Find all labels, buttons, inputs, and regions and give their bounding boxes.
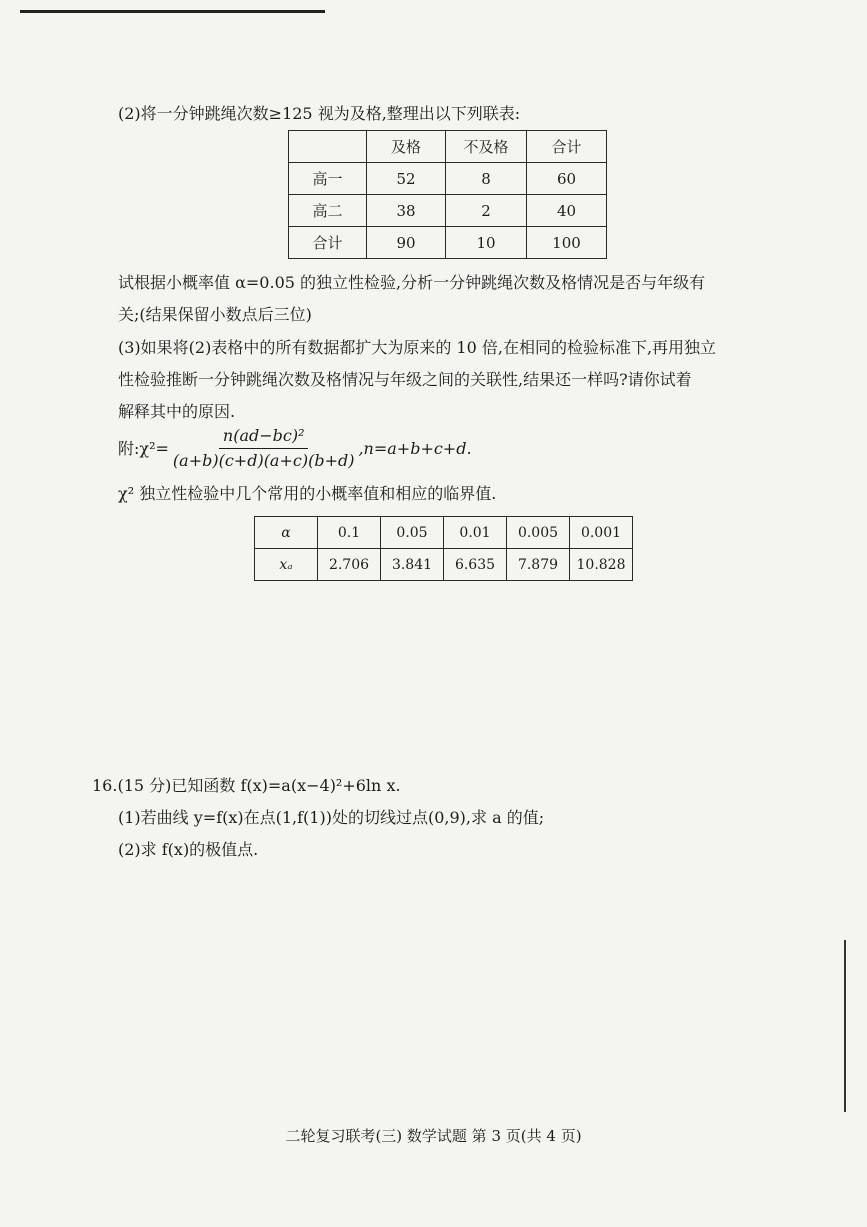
table-cell: 3.841 xyxy=(381,549,444,581)
formula-denominator: (a+b)(c+d)(a+c)(b+d) xyxy=(172,451,355,470)
table-cell: 不及格 xyxy=(446,131,527,163)
table-cell: 10.828 xyxy=(570,549,633,581)
table-cell: 合计 xyxy=(527,131,607,163)
table-cell: 合计 xyxy=(289,227,367,259)
table-cell: 10 xyxy=(446,227,527,259)
q15-part2-task-line2: 关;(结果保留小数点后三位) xyxy=(118,305,312,324)
table-row xyxy=(255,549,633,581)
table-cell: 及格 xyxy=(367,131,446,163)
top-rule xyxy=(20,10,325,13)
table-cell: 38 xyxy=(367,195,446,227)
table-cell: 高二 xyxy=(289,195,367,227)
q16-part1: (1)若曲线 y=f(x)在点(1,f(1))处的切线过点(0,9),求 a 的值; xyxy=(118,808,545,827)
table-cell: xₐ xyxy=(255,549,318,581)
table-cell: 2.706 xyxy=(318,549,381,581)
q16-part2: (2)求 f(x)的极值点. xyxy=(118,840,259,859)
table-cell: 0.001 xyxy=(570,517,633,549)
critical-value-table xyxy=(254,516,633,581)
q15-part3-line3: 解释其中的原因. xyxy=(118,402,236,421)
table-cell: 高一 xyxy=(289,163,367,195)
q15-part2-task-line1: 试根据小概率值 α=0.05 的独立性检验,分析一分钟跳绳次数及格情况是否与年级有 xyxy=(118,273,706,292)
table-cell: α xyxy=(255,517,318,549)
table-cell: 6.635 xyxy=(444,549,507,581)
contingency-table xyxy=(288,130,607,259)
page-footer: 二轮复习联考(三) 数学试题 第 3 页(共 4 页) xyxy=(285,1127,582,1145)
table-cell: 0.01 xyxy=(444,517,507,549)
chi-square-formula xyxy=(118,426,472,471)
table-row xyxy=(289,195,607,227)
table-header-row xyxy=(289,131,607,163)
table-cell: 7.879 xyxy=(507,549,570,581)
formula-suffix: ,n=a+b+c+d. xyxy=(358,438,472,458)
table-cell: 2 xyxy=(446,195,527,227)
table-cell: 8 xyxy=(446,163,527,195)
table-cell: 0.1 xyxy=(318,517,381,549)
q15-part3-line1: (3)如果将(2)表格中的所有数据都扩大为原来的 10 倍,在相同的检验标准下,再用独立 xyxy=(118,338,717,357)
formula-prefix: 附:χ²= xyxy=(118,438,169,458)
table-cell: 0.05 xyxy=(381,517,444,549)
table-cell: 60 xyxy=(527,163,607,195)
table-cell: 90 xyxy=(367,227,446,259)
table-cell: 0.005 xyxy=(507,517,570,549)
critical-table-caption: χ² 独立性检验中几个常用的小概率值和相应的临界值. xyxy=(118,484,497,503)
formula-fraction xyxy=(173,426,355,471)
right-margin-rule xyxy=(844,940,846,1112)
table-cell: 100 xyxy=(527,227,607,259)
table-row xyxy=(289,163,607,195)
table-cell xyxy=(289,131,367,163)
table-row xyxy=(255,517,633,549)
formula-numerator: n(ad−bc)² xyxy=(219,426,309,449)
table-cell: 40 xyxy=(527,195,607,227)
table-cell: 52 xyxy=(367,163,446,195)
q16-stem: 16.(15 分)已知函数 f(x)=a(x−4)²+6ln x. xyxy=(92,776,401,795)
q15-part3-line2: 性检验推断一分钟跳绳次数及格情况与年级之间的关联性,结果还一样吗?请你试着 xyxy=(118,370,692,389)
table-row xyxy=(289,227,607,259)
q15-part2-intro: (2)将一分钟跳绳次数≥125 视为及格,整理出以下列联表: xyxy=(118,104,521,123)
